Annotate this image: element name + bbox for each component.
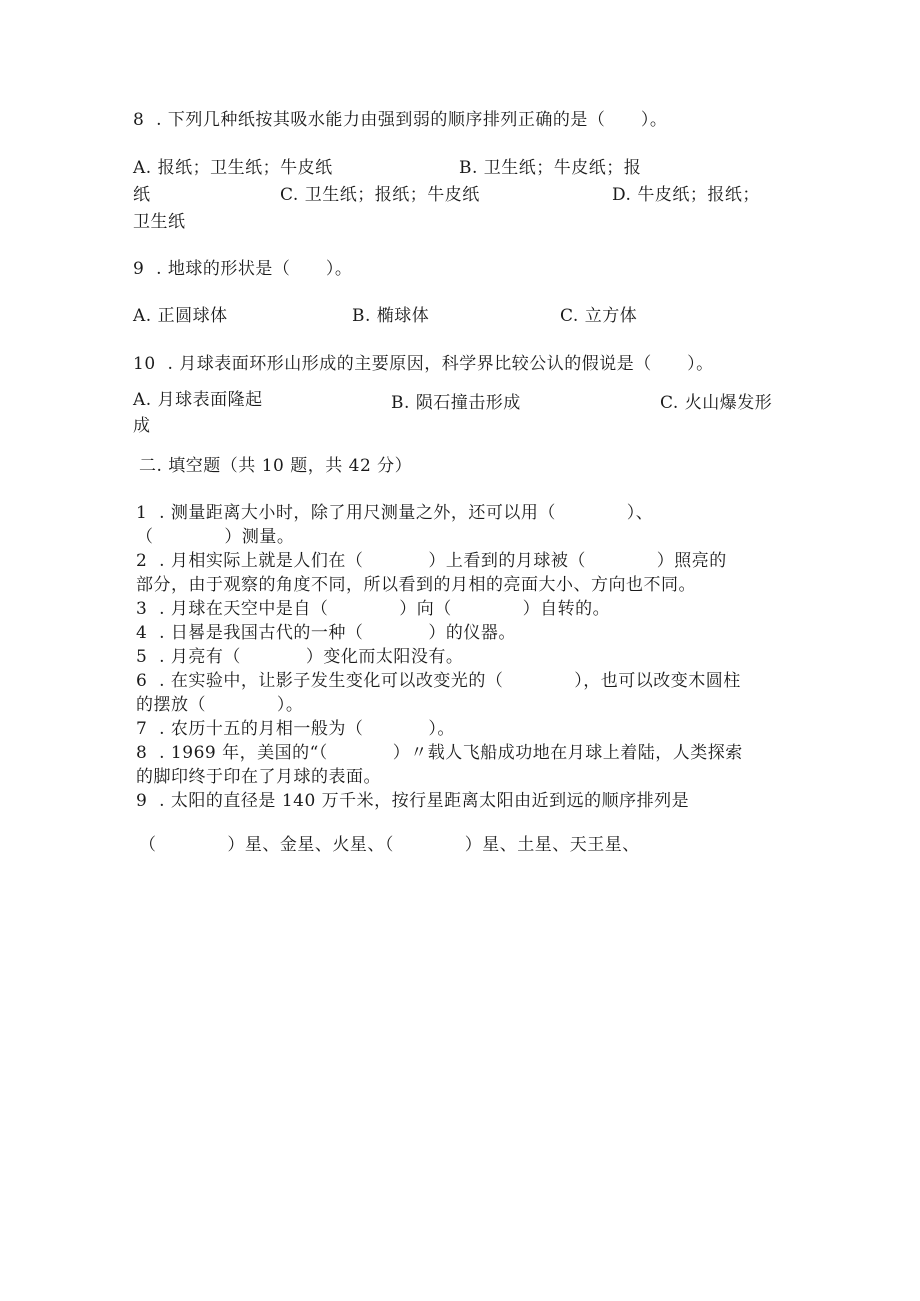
blank-line: 3 . 月球在天空中是自（ ）向（ ）自转的。 [136, 599, 611, 619]
q10-option-c: C. 火山爆发形 [660, 393, 773, 413]
blank-line: 9 . 太阳的直径是 140 万千米，按行星距离太阳由近到远的顺序排列是 [136, 791, 690, 811]
q10-stem: 10 . 月球表面环形山形成的主要原因，科学界比较公认的假说是（ ）。 [133, 354, 714, 374]
blank-line: 7 . 农历十五的月相一般为（ ）。 [136, 719, 455, 739]
blank-line: 2 . 月相实际上就是人们在（ ）上看到的月球被（ ）照亮的 [136, 551, 727, 571]
blank-line: 5 . 月亮有（ ）变化而太阳没有。 [136, 647, 464, 667]
q8-option-d: D. 牛皮纸；报纸； [612, 185, 760, 205]
blank-line: 4 . 日晷是我国古代的一种（ ）的仪器。 [136, 623, 516, 643]
q9-option-c: C. 立方体 [560, 306, 638, 326]
q8-option-b: B. 卫生纸；牛皮纸；报 [459, 158, 642, 178]
blank-line-last: （ ）星、金星、火星、（ ）星、土星、天王星、 [139, 835, 640, 855]
q9-option-b: B. 椭球体 [352, 306, 430, 326]
q8-stem: 8 . 下列几种纸按其吸水能力由强到弱的顺序排列正确的是（ ）。 [133, 110, 668, 130]
blank-line: 8 . 1969 年，美国的“（ ）〃载人飞船成功地在月球上着陆，人类探索 [136, 743, 743, 763]
q10-option-a: A. 月球表面隆起 [133, 390, 263, 410]
q8-option-a: A. 报纸；卫生纸；牛皮纸 [133, 158, 333, 178]
q8-option-c: C. 卫生纸；报纸；牛皮纸 [280, 185, 480, 205]
q9-option-a: A. 正圆球体 [133, 306, 228, 326]
blank-line: 1 . 测量距离大小时，除了用尺测量之外，还可以用（ ）、 [136, 503, 654, 523]
q10-option-b: B. 陨石撞击形成 [391, 393, 521, 413]
blank-line: 的脚印终于印在了月球的表面。 [136, 767, 381, 787]
section-title: 二. 填空题（共 10 题，共 42 分） [139, 456, 413, 476]
q8-option-d-wrap: 卫生纸 [133, 212, 186, 232]
blank-line: （ ）测量。 [136, 527, 295, 547]
blank-line: 6 . 在实验中，让影子发生变化可以改变光的（ ），也可以改变木圆柱 [136, 671, 741, 691]
blank-line: 的摆放（ ）。 [136, 695, 304, 715]
q9-stem: 9 . 地球的形状是（ ）。 [133, 259, 353, 279]
q10-option-c-wrap: 成 [133, 416, 151, 436]
q8-option-b-wrap: 纸 [133, 185, 151, 205]
blank-line: 部分，由于观察的角度不同，所以看到的月相的亮面大小、方向也不同。 [136, 575, 696, 595]
